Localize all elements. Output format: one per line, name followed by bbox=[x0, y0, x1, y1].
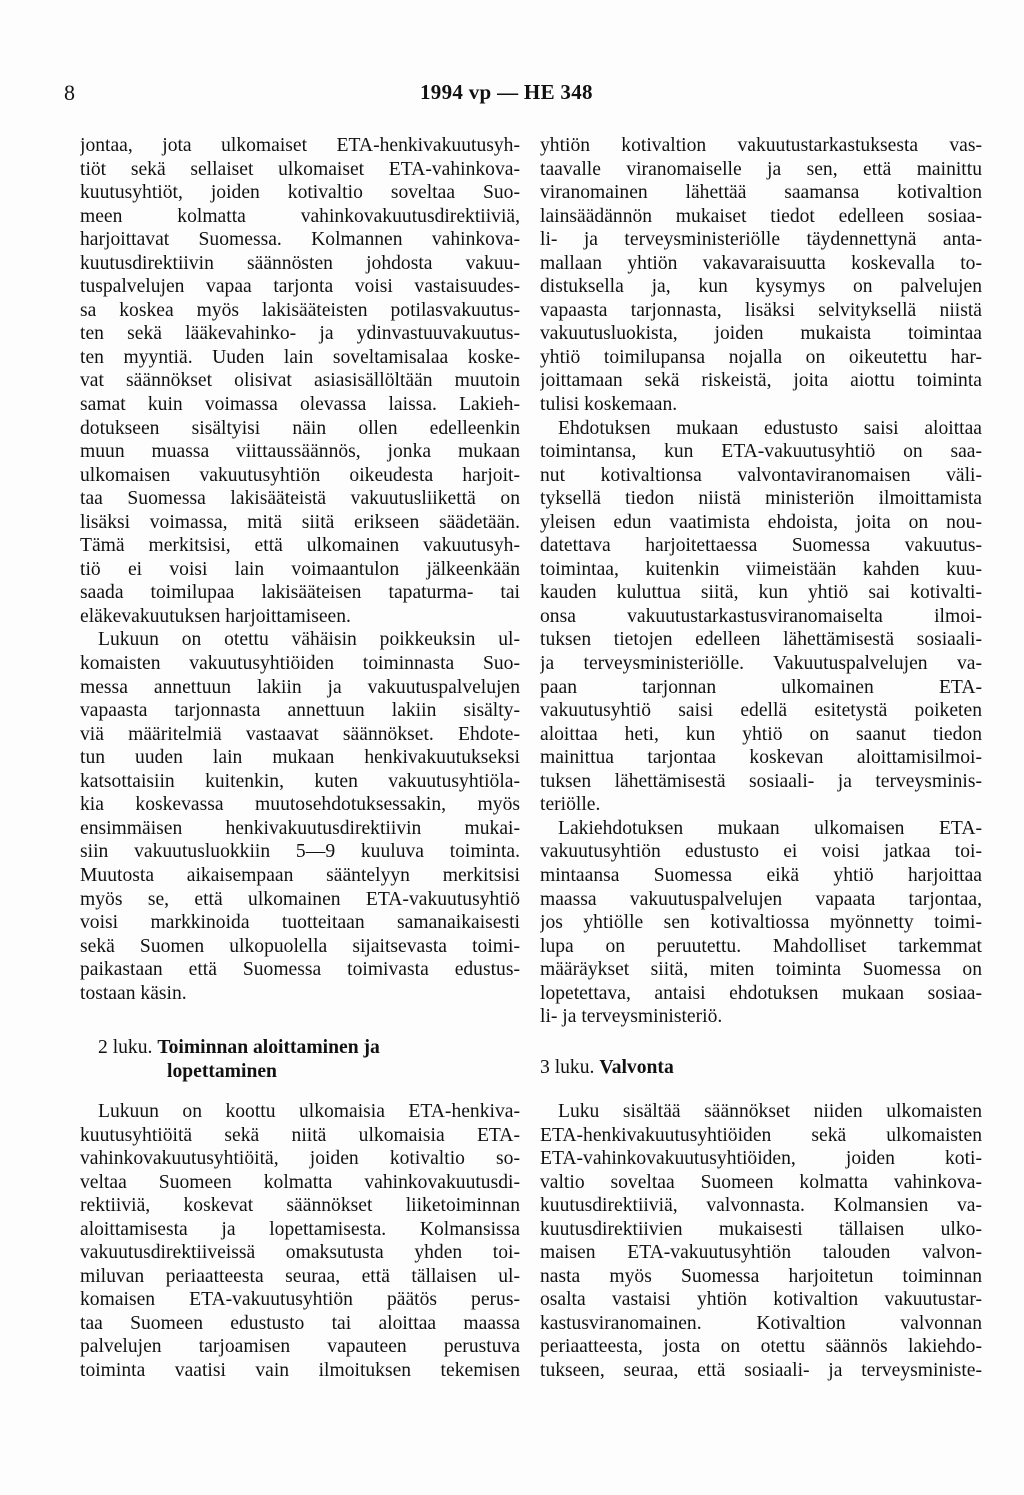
text-line: nasta myös Suomessa harjoitetun toiminnan bbox=[540, 1265, 982, 1287]
text-line: taa Suomeen edustusto tai aloittaa maassa bbox=[80, 1312, 520, 1334]
text-line: lopetettava, antaisi ehdotuksen mukaan sosiaa- bbox=[540, 982, 982, 1004]
text-line: toimintansa, kun ETA-vakuutusyhtiö on saa- bbox=[540, 441, 982, 463]
text-line: jontaa, jota ulkomaiset ETA-henkivakuutusyh- bbox=[80, 135, 520, 156]
text-line: yhtiön kotivaltion vakuutustarkastuksesta vas- bbox=[540, 135, 982, 156]
text-line: meen kolmatta vahinkovakuutusdirektiiviä, bbox=[80, 205, 520, 227]
text-line: maassa vakuutuspalvelujen vapaata tarjontaa, bbox=[540, 888, 982, 910]
text-line: lainsäädännön mukaiset tiedot edelleen sosiaa- bbox=[540, 205, 982, 227]
text-line: voisi markkinoida tuotteitaan samanaikaisesti bbox=[80, 912, 520, 934]
text-line: jos yhtiölle sen kotivaltiossa myönnetty toimi- bbox=[540, 912, 982, 934]
chapter-title: Toiminnan aloittaminen ja bbox=[157, 1037, 380, 1058]
chapter-title: Valvonta bbox=[599, 1057, 674, 1078]
text-line: toimintaa, kuitenkin viimeistään kahden kuu- bbox=[540, 558, 982, 580]
text-line: ulkomaisen vakuutusyhtiön oikeudesta harjoit- bbox=[80, 464, 520, 486]
text-line: teriölle. bbox=[540, 794, 601, 816]
text-line: vapaasta tarjonnasta, lisäksi selvityksellä niistä bbox=[540, 299, 982, 321]
text-line: kia koskevassa muutosehdotuksessakin, myös bbox=[80, 794, 520, 816]
text-line: kastusviranomainen. Kotivaltion valvonnan bbox=[540, 1312, 982, 1334]
text-line: tiö ei voisi lain voimaantulon jälkeenkään bbox=[80, 558, 520, 580]
text-line: nut kotivaltionsa valvontaviranomaisen väli- bbox=[540, 464, 982, 486]
text-line: tukseen, seuraa, että sosiaali- ja terveysministe- bbox=[540, 1360, 982, 1382]
text-line: taavalle viranomaiselle ja sen, että mainittu bbox=[540, 158, 982, 180]
page-header bbox=[0, 80, 1024, 110]
paragraph bbox=[540, 1100, 982, 1383]
text-line: viranomainen lähettää saamansa kotivaltion bbox=[540, 182, 982, 204]
text-line: onsa vakuutustarkastusviranomaiselta ilmoi- bbox=[540, 605, 982, 627]
text-line: kuutusyhtiöitä sekä niitä ulkomaisia ETA- bbox=[80, 1124, 520, 1146]
text-line: sa koskea myös lakisääteisten potilasvakuutus- bbox=[80, 299, 520, 321]
text-line: viä määritelmiä vastaavat säännökset. Ehdote- bbox=[80, 723, 520, 745]
text-line: yleisen edun vaatimista ehdoista, joita on nou- bbox=[540, 511, 982, 533]
left-column-chapter-2-text bbox=[80, 1100, 520, 1383]
chapter-title-continued: lopettaminen bbox=[167, 1061, 277, 1082]
chapter-number: 3 luku. bbox=[540, 1057, 595, 1078]
text-line: ten myyntiä. Uuden lain soveltamisalaa koske- bbox=[80, 346, 520, 368]
text-line: vakuutusdirektiiveissä omaksutusta yhden toi- bbox=[80, 1242, 520, 1264]
text-line: vakuutusyhtiö saisi edellä esitetystä poiketen bbox=[540, 700, 982, 722]
text-line: kuutusdirektiivin säännösten johdosta vakuu- bbox=[80, 252, 520, 274]
text-line: paikastaan että Suomessa toimivasta edustus- bbox=[80, 959, 520, 981]
text-line: Tämä merkitsisi, että ulkomainen vakuutusyh- bbox=[80, 535, 520, 557]
text-line: vapaasta tarjonnasta annettuun lakiin sisälty- bbox=[80, 700, 520, 722]
text-line: mintaansa Suomessa eikä yhtiö harjoittaa bbox=[540, 864, 982, 886]
text-line: ten sekä lääkevahinko- ja ydinvastuuvakuutus- bbox=[80, 323, 520, 345]
text-line: kuutusyhtiöt, joiden kotivaltio soveltaa Suo- bbox=[80, 182, 520, 204]
text-line: myös se, että ulkomainen ETA-vakuutusyhtiö bbox=[80, 888, 520, 910]
text-line: valtio soveltaa Suomeen kolmatta vahinkova- bbox=[540, 1171, 982, 1193]
text-line: datettava harjoitettaessa Suomessa vakuutus- bbox=[540, 535, 982, 557]
text-line: dotukseen sisältyisi näin ollen edelleenkin bbox=[80, 417, 520, 439]
text-line: Muutosta aikaisempaan sääntelyyn merkitsisi bbox=[80, 864, 520, 886]
text-line: tun uuden lain mukaan henkivakuutukseksi bbox=[80, 747, 520, 769]
text-line: vakuutusyhtiön edustusto ei voisi jatkaa toi- bbox=[540, 841, 982, 863]
text-line: eläkevakuutuksen harjoittamiseen. bbox=[80, 605, 351, 627]
text-line: palvelujen tarjoamisen vapauteen perustuva bbox=[80, 1336, 520, 1358]
text-line: ja terveysministeriölle. Vakuutuspalvelujen va- bbox=[540, 653, 982, 675]
text-line: Lukuun on otettu vähäisin poikkeuksin ul- bbox=[98, 629, 520, 651]
text-line: ensimmäisen henkivakuutusdirektiivin mukai- bbox=[80, 817, 520, 839]
text-line: sekä Suomen ulkopuolella sijaitsevasta toimi- bbox=[80, 935, 520, 957]
text-line: lupa on peruutettu. Mahdolliset tarkemmat bbox=[540, 935, 982, 957]
text-line: li- ja terveysministeriö. bbox=[540, 1006, 723, 1028]
text-line: tiöt sekä sellaiset ulkomaiset ETA-vahinkova- bbox=[80, 158, 520, 180]
text-line: samat kuin voimassa olevassa laissa. Lakieh- bbox=[80, 394, 520, 416]
text-line: Lakiehdotuksen mukaan ulkomaisen ETA- bbox=[558, 817, 982, 839]
text-line: tuksen tietojen edelleen lähettämisestä sosiaali- bbox=[540, 629, 982, 651]
text-line: muun muassa viittaussäännös, jonka mukaan bbox=[80, 441, 520, 463]
text-line: Luku sisältää säännökset niiden ulkomaisten bbox=[558, 1101, 982, 1122]
text-line: tostaan käsin. bbox=[80, 982, 187, 1004]
text-line: toiminta vaatisi vain ilmoituksen tekemisen bbox=[80, 1360, 520, 1382]
paragraph bbox=[80, 1100, 520, 1383]
text-line: tuspalvelujen vapaa tarjonta voisi vastaisuudes- bbox=[80, 276, 520, 298]
text-line: ETA-henkivakuutusyhtiöiden sekä ulkomaisten bbox=[540, 1124, 982, 1146]
paragraph bbox=[80, 134, 520, 628]
text-line: tuksen lähettämisestä sosiaali- ja terveysminis- bbox=[540, 770, 982, 792]
text-line: ETA-vahinkovakuutusyhtiöiden, joiden koti- bbox=[540, 1148, 982, 1170]
right-column-text bbox=[540, 134, 982, 1029]
document-reference: 1994 vp — HE 348 bbox=[420, 80, 593, 104]
text-line: osalta vastaisi yhtiön kotivaltion vakuutustar- bbox=[540, 1289, 982, 1311]
text-line: veltaa Suomeen kolmatta vahinkovakuutusdi- bbox=[80, 1171, 520, 1193]
right-column-chapter-3-text bbox=[540, 1100, 982, 1383]
text-line: katsottaisiin kuitenkin, kuten vakuutusyhtiöla- bbox=[80, 770, 520, 792]
text-line: komaisen ETA-vakuutusyhtiön päätös perus- bbox=[80, 1289, 520, 1311]
text-line: messa annettuun lakiin ja vakuutuspalvelujen bbox=[80, 676, 520, 698]
text-line: saada toimilupaa lakisääteisen tapaturma- tai bbox=[80, 582, 520, 604]
paragraph bbox=[540, 134, 982, 417]
text-line: periaatteesta, josta on otettu säännös lakiehdo- bbox=[540, 1336, 982, 1358]
text-line: maisen ETA-vakuutusyhtiön talouden valvon- bbox=[540, 1242, 982, 1264]
text-line: kuutusdirektiivien mukaisesti tällaisen ulko- bbox=[540, 1218, 982, 1240]
text-line: siin vakuutusluokkiin 5—9 kuuluva toiminta. bbox=[80, 841, 520, 863]
text-line: li- ja terveysministeriölle täydennettynä anta- bbox=[540, 229, 982, 251]
paragraph bbox=[80, 628, 520, 1005]
text-line: aloittaa heti, kun yhtiö on saanut tiedon bbox=[540, 723, 982, 745]
text-line: mainittua tarjontaa koskevan aloittamisilmoi- bbox=[540, 747, 982, 769]
text-line: harjoittavat Suomessa. Kolmannen vahinkova- bbox=[80, 229, 520, 251]
text-line: aloittamisesta ja lopettamisesta. Kolmansissa bbox=[80, 1218, 520, 1240]
text-line: kauden kuluttua siitä, kun yhtiö sai kotivalti- bbox=[540, 582, 982, 604]
text-line: joittamaan sekä riskeistä, joita aiottu toiminta bbox=[540, 370, 982, 392]
text-line: tulisi koskemaan. bbox=[540, 394, 678, 416]
text-line: vakuutusluokista, joiden mukaista toimintaa bbox=[540, 323, 982, 345]
text-line: yhtiö toimilupansa nojalla on oikeutettu har- bbox=[540, 346, 982, 368]
text-line: rektiiviä, koskevat säännökset liiketoiminnan bbox=[80, 1195, 520, 1217]
text-line: miluvan periaatteesta seuraa, että tällaisen ul- bbox=[80, 1265, 520, 1287]
text-line: komaisten vakuutusyhtiöiden toiminnasta Suo- bbox=[80, 653, 520, 675]
text-line: distuksella ja, kun kysymys on palvelujen bbox=[540, 276, 982, 298]
left-column-text bbox=[80, 134, 520, 1005]
chapter-2-heading bbox=[98, 1036, 518, 1084]
text-line: tyksellä tiedon niistä ministeriön ilmoittamista bbox=[540, 488, 982, 510]
text-line: määräykset siitä, miten toiminta Suomessa on bbox=[540, 959, 982, 981]
chapter-number: 2 luku. bbox=[98, 1037, 153, 1058]
paragraph bbox=[540, 817, 982, 1029]
text-line: kuutusdirektiiviä, valvonnasta. Kolmansien va- bbox=[540, 1195, 982, 1217]
text-line: mallaan yhtiön vakavaraisuutta koskevalla to- bbox=[540, 252, 982, 274]
text-line: vahinkovakuutusyhtiöitä, joiden kotivaltio so- bbox=[80, 1148, 520, 1170]
text-line: lisäksi voimassa, mitä siitä erikseen säädetään. bbox=[80, 511, 520, 533]
text-line: Ehdotuksen mukaan edustusto saisi aloittaa bbox=[558, 417, 982, 439]
page-number: 8 bbox=[64, 80, 75, 105]
paragraph bbox=[540, 417, 982, 817]
text-line: taa Suomessa lakisääteistä vakuutusliikettä on bbox=[80, 488, 520, 510]
text-line: paan tarjonnan ulkomainen ETA- bbox=[540, 676, 982, 698]
chapter-3-heading bbox=[540, 1056, 960, 1080]
text-line: vat säännökset olisivat asiasisällöltään muutoin bbox=[80, 370, 520, 392]
text-line: Lukuun on koottu ulkomaisia ETA-henkiva- bbox=[98, 1101, 520, 1122]
